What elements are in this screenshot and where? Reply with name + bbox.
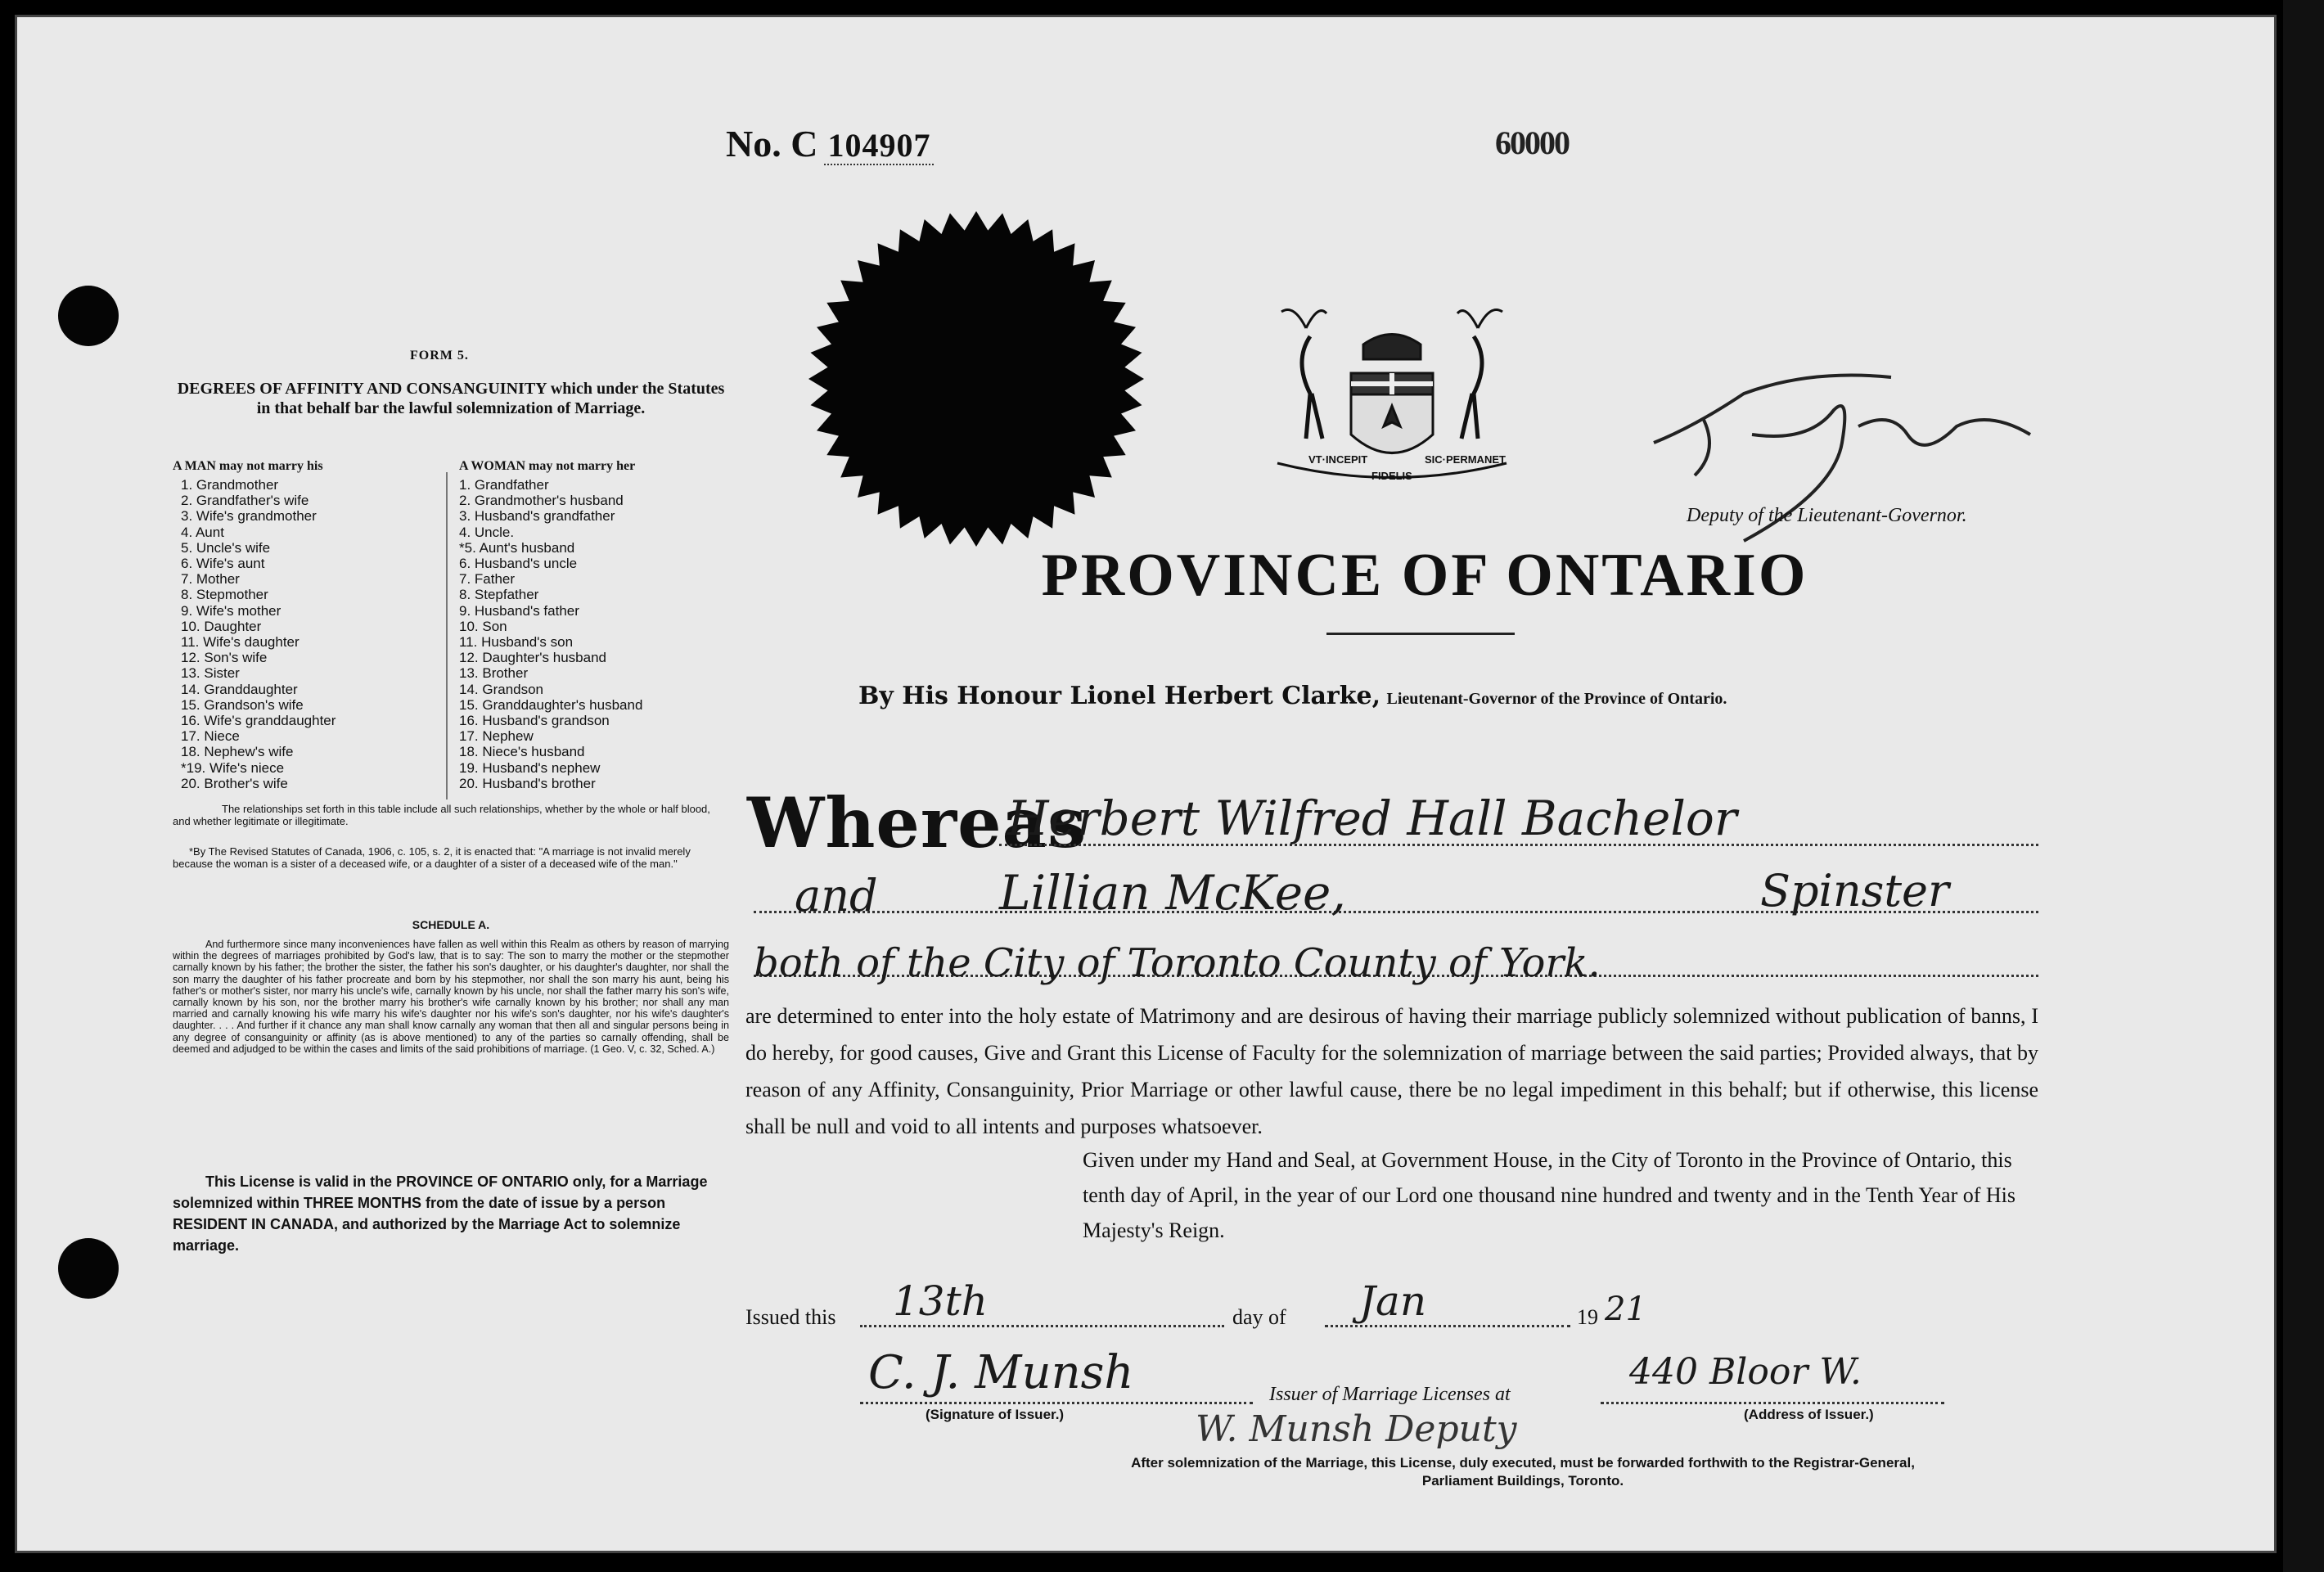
bride-name: Lillian McKee, [999,865,1346,921]
list-item: 20. Brother's wife [181,775,288,791]
footer-line-1: After solemnization of the Marriage, this License, duly executed, must be forwarded forthwith to the Registrar-General, [1131,1455,1915,1471]
motto-center: FIDELIS [1371,470,1412,482]
list-item: 5. Uncle's wife [181,539,271,556]
list-item: 15. Granddaughter's husband [459,696,643,713]
list-item: 6. Wife's aunt [181,556,265,572]
list-item: *5. Aunt's husband [459,539,575,556]
list-item: 14. Granddaughter [181,681,298,697]
form-number: FORM 5. [410,349,469,363]
day-of-label: day of [1232,1305,1286,1329]
list-item: 17. Nephew [459,728,534,745]
list-item: 12. Son's wife [181,650,268,666]
list-item: 20. Husband's brother [459,775,596,791]
list-item: 2. Grandfather's wife [181,493,309,509]
groom-name: Herbert Wilfred Hall Bachelor [1007,791,1737,846]
list-item: 9. Wife's mother [181,602,281,619]
list-item: 14. Grandson [459,681,544,697]
list-item: 8. Stepfather [459,587,539,603]
punch-hole-top [58,286,119,346]
issued-label: Issued this [745,1305,836,1329]
marriage-license-document [15,15,2277,1553]
whereas-label: Whereas [747,782,1088,863]
page-title: PROVINCE OF ONTARIO [1041,542,1808,609]
list-item: 10. Daughter [181,618,262,634]
degrees-title: DEGREES OF AFFINITY AND CONSANGUINITY which under the Statutes in that behalf bar the lawful solemnization of Marriage. [177,380,725,417]
list-item: 2. Grandmother's husband [459,493,624,509]
validity-note: This License is valid in the PROVINCE OF ONTARIO only, for a Marriage solemnized within THREE MONTHS from the date of issue by a person RESIDENT IN CANADA, and authorized by the Marriage Act to solemnize marriage. [173,1173,708,1254]
list-item: 13. Brother [459,665,529,682]
top-right-stamp: 60000 [1495,124,1569,161]
scan-edge [2283,0,2324,1572]
coat-of-arms-icon [1261,295,1523,496]
list-item: 7. Father [459,571,516,588]
list-item: 19. Husband's nephew [459,759,601,776]
list-item: 16. Husband's grandson [459,713,610,729]
footer-line-2: Parliament Buildings, Toronto. [1421,1473,1624,1489]
list-item: 1. Grandmother [181,477,279,493]
honour-line [858,682,2004,710]
schedule-text: And furthermore since many inconveniences have fallen as well within this Realm as others by reason of marrying within the degrees of marriages prohibited by God's law, that is to say: The son to marry the mother or the stepmother carnally known by his father; the brother the sister, the father his son's daughter, or his daughter's daughter, nor shall the son marry the daughter of his father procreate and born by his stepmother, nor shall the son marry his aunt, being his father's or mother's sister, nor marry his uncle's wife, carnally known by his uncle, nor shall the father marry his son's wife, carnally known by his son, nor the brother marry his brother's wife carnally known by his brother; nor shall any man married and carnally knowing his wife marry his wife's daughter nor his wife's son's daughter, nor his wife's daughter's daughter. . . . And further if it chance any man shall know carnally any woman that then all and singular persons being in any degree of consanguinity or affinity (as is above mentioned) to any of the parties so carnally offending, shall be deemed and adjudged to be within the cases and limits of the said prohibitions of marriage. (1 Geo. V, c. 32, Sched. A.) [173,939,729,1055]
year-prefix: 19 [1577,1305,1598,1329]
address-caption: (Address of Issuer.) [1744,1407,1874,1422]
issued-day: 13th [893,1277,988,1325]
statute-note: *By The Revised Statutes of Canada, 1906, c. 105, s. 2, it is enacted that: "A marriage is not invalid merely because the woman is a sister of a deceased wife, or a daughter of a sister of a deceased wife of the man." [173,845,691,870]
deputy-title: Deputy of the Lieutenant-Governor. [1687,505,1967,526]
given-clause: Given under my Hand and Seal, at Government House, in the City of Toronto in the Province of Ontario, this tenth day of April, in the year of our Lord one thousand nine hundred and twenty and in the Tenth Year of His Majesty's Reign. [1083,1148,2016,1242]
title-rule [1326,633,1515,635]
punch-hole-bottom [58,1238,119,1299]
motto-right: SIC·PERMANET [1425,453,1506,466]
list-item: 16. Wife's granddaughter [181,713,336,729]
list-item: 9. Husband's father [459,602,579,619]
list-item: 13. Sister [181,665,240,682]
relationships-note: The relationships set forth in this table include all such relationships, whether by the whole or half blood, and whether legitimate or illegitimate. [173,803,710,827]
list-item: 15. Grandson's wife [181,696,304,713]
seal-icon [804,207,1148,551]
motto-left: VT·INCEPIT [1308,453,1368,466]
dotted-line [1325,1325,1570,1327]
woman-relations-list [459,477,642,791]
and-word: and [795,870,878,921]
dotted-line [1601,1402,1944,1404]
honour-prefix: By His Honour Lionel Herbert Clarke, [858,682,1381,710]
list-item: 3. Husband's grandfather [459,508,615,525]
deputy-signature-2: W. Munsh Deputy [1196,1408,1517,1450]
dotted-line [860,1402,1253,1404]
bride-status: Spinster [1760,865,1949,917]
list-item: 1. Grandfather [459,477,549,493]
honour-suffix: Lieutenant-Governor of the Province of Ontario. [1386,690,1727,708]
list-item: 4. Aunt [181,524,224,540]
list-item: 18. Nephew's wife [181,744,294,760]
list-item: 18. Niece's husband [459,744,585,760]
list-item: 8. Stepmother [181,587,268,603]
man-relations-list [181,477,336,791]
license-number-value: 104907 [824,127,934,165]
schedule-heading: SCHEDULE A. [412,918,490,931]
list-item: 12. Daughter's husband [459,650,606,666]
issuer-signature: C. J. Munsh [868,1346,1134,1399]
signature-caption: (Signature of Issuer.) [926,1407,1065,1422]
list-item: 3. Wife's grandmother [181,508,317,525]
issuer-label: Issuer of Marriage Licenses at [1269,1384,1511,1405]
list-item: *19. Wife's niece [181,759,285,776]
license-number [726,122,934,165]
woman-list-heading: A WOMAN may not marry her [459,459,636,473]
list-item: 11. Wife's daughter [181,634,300,651]
list-item: 10. Son [459,618,507,634]
license-number-label: No. C [726,123,818,164]
list-item: 17. Niece [181,728,240,745]
list-item: 7. Mother [181,571,240,588]
footer-note [868,1454,2178,1490]
dotted-line [860,1325,1224,1327]
license-body: are determined to enter into the holy estate of Matrimony and are desirous of having their marriage publicly solemnized without publication of banns, I do hereby, for good causes, Give and Grant this License of Faculty for the solemnization of marriage between the said parties; Provided always, that by reason of any Affinity, Consanguinity, Prior Marriage or other lawful cause, there be no legal impediment in this behalf; but if otherwise, this license shall be null and void to all intents and purposes whatsoever. [745,1004,2038,1138]
issued-month: Jan [1359,1277,1427,1325]
list-divider [446,472,448,800]
year-suffix: 21 [1605,1290,1646,1328]
man-list-heading: A MAN may not marry his [173,459,323,473]
issuer-address: 440 Bloor W. [1629,1351,1862,1393]
list-item: 6. Husband's uncle [459,556,578,572]
list-item: 11. Husband's son [459,634,574,651]
residence: both of the City of Toronto County of York. [754,940,1601,986]
list-item: 4. Uncle. [459,524,515,540]
